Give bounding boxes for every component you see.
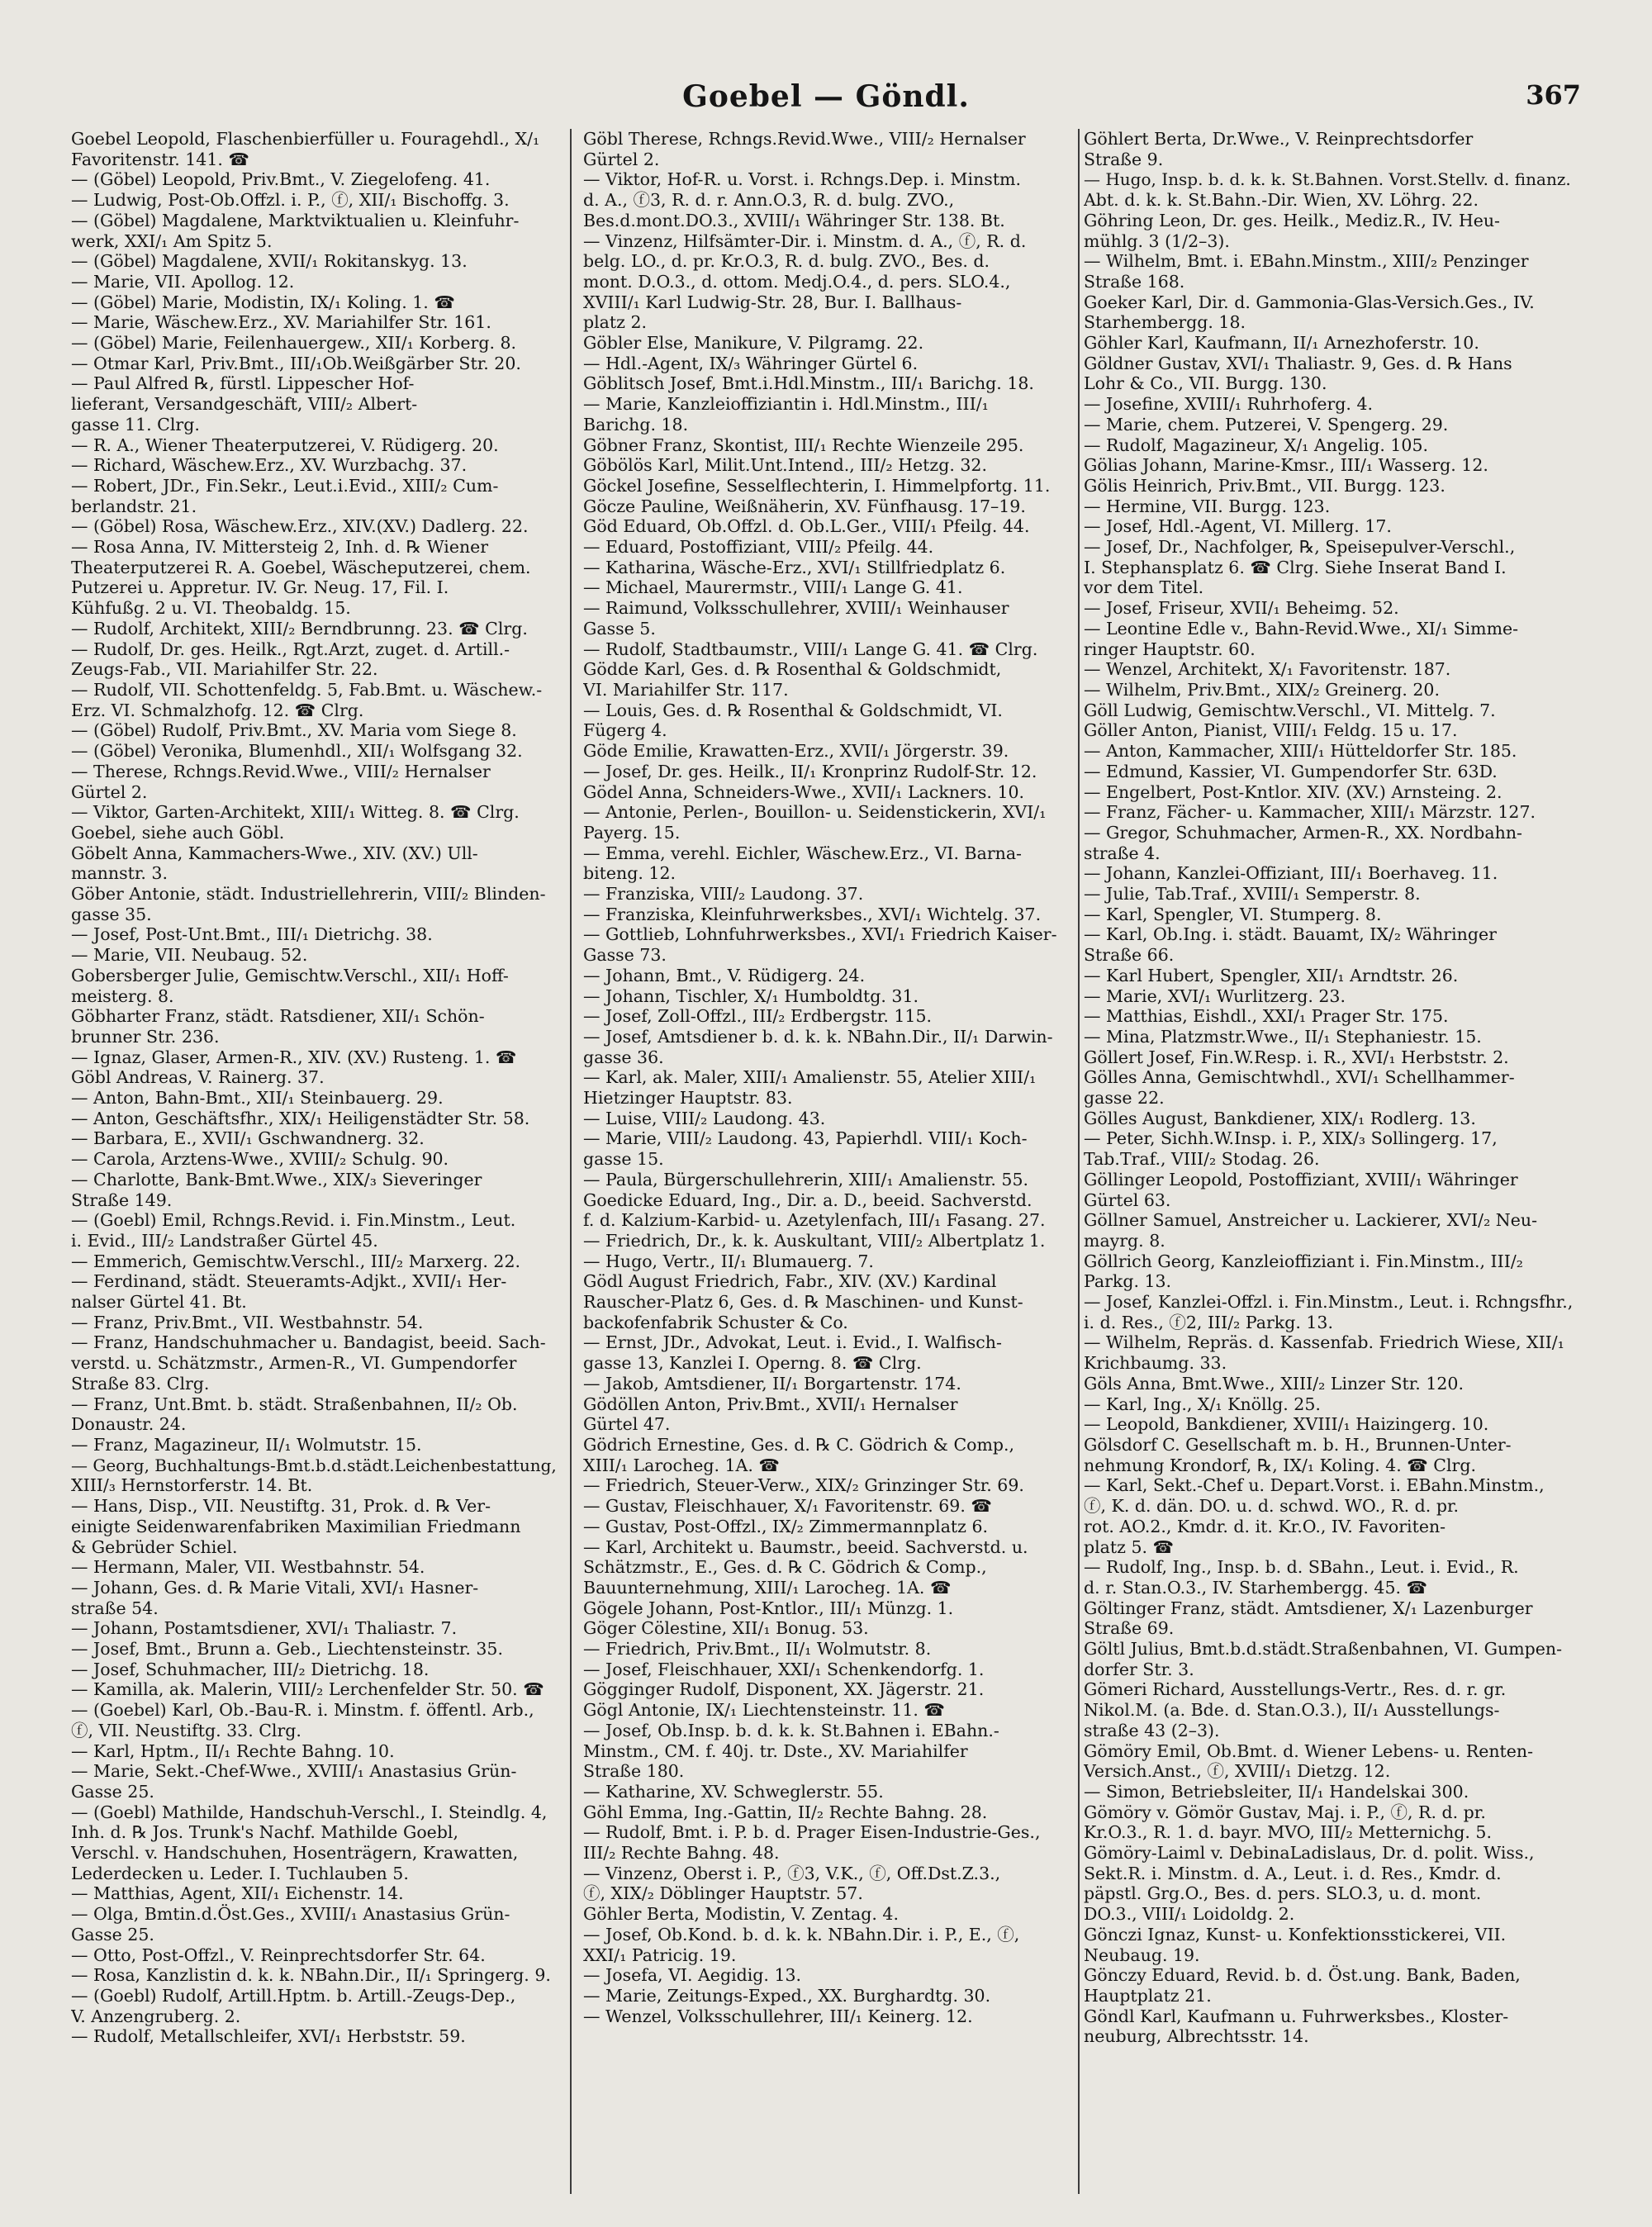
directory-line: gasse 15.: [583, 1149, 664, 1170]
directory-line: — Leopold, Bankdiener, XVIII/₁ Haizingerg. 10.: [1084, 1414, 1489, 1435]
directory-line: — Rudolf, Ing., Insp. b. d. SBahn., Leut. i. Evid., R.: [1084, 1557, 1519, 1578]
directory-line: — Karl, ak. Maler, XIII/₁ Amalienstr. 55, Atelier XIII/₁: [583, 1067, 1037, 1088]
directory-line: — Edmund, Kassier, VI. Gumpendorfer Str. 63D.: [1084, 761, 1498, 781]
directory-line: platz 2.: [583, 312, 648, 333]
directory-line: Göndl Karl, Kaufmann u. Fuhrwerksbes., Kloster-: [1084, 2006, 1509, 2026]
directory-line: — (Göbel) Magdalene, XVII/₁ Rokitanskyg. 13.: [71, 251, 468, 272]
directory-line: XVIII/₁ Karl Ludwig-Str. 28, Bur. I. Ballhaus-: [583, 292, 962, 312]
directory-line: Straße 149.: [71, 1189, 173, 1210]
directory-line: Göckel Josefine, Sesselflechterin, I. Himmelpfortg. 11.: [583, 475, 1051, 496]
directory-line: Bauunternehmung, XIII/₁ Larocheg. 1A. ☎: [583, 1577, 952, 1598]
directory-line: — Rosa Anna, IV. Mittersteig 2, Inh. d. ℞ Wiener: [71, 537, 489, 558]
directory-line: — R. A., Wiener Theaterputzerei, V. Rüdigerg. 20.: [71, 434, 499, 455]
directory-line: mont. D.O.3., d. ottom. Medj.O.4., d. pers. SLO.4.,: [583, 271, 1011, 292]
directory-line: — Franziska, VIII/₂ Laudong. 37.: [583, 884, 864, 905]
directory-line: Gömöry v. Gömör Gustav, Maj. i. P., ⓕ, R. d. pr.: [1084, 1802, 1486, 1822]
directory-line: — Emma, verehl. Eichler, Wäschew.Erz., VI. Barna-: [583, 843, 1022, 863]
directory-line: Göcze Pauline, Weißnäherin, XV. Fünfhausg. 17–19.: [583, 496, 1026, 516]
directory-line: Minstm., CM. f. 40j. tr. Dste., XV. Mariahilfer: [583, 1740, 968, 1761]
directory-line: Nikol.M. (a. Bde. d. Stan.O.3.), II/₁ Ausstellungs-: [1084, 1700, 1500, 1721]
directory-line: — Paula, Bürgerschullehrerin, XIII/₁ Amalienstr. 55.: [583, 1169, 1029, 1189]
directory-line: Göbl Andreas, V. Rainerg. 37.: [71, 1067, 325, 1088]
directory-line: — Gustav, Post-Offzl., IX/₂ Zimmermannplatz 6.: [583, 1516, 989, 1536]
directory-line: — Therese, Rchngs.Revid.Wwe., VIII/₂ Hernalser: [71, 761, 491, 781]
directory-line: Göbner Franz, Skontist, III/₁ Rechte Wienzeile 295.: [583, 434, 1024, 455]
directory-line: Gönczi Ignaz, Kunst- u. Konfektionsstickerei, VII.: [1084, 1924, 1507, 1944]
directory-line: V. Anzengruberg. 2.: [71, 2006, 241, 2026]
directory-line: Göber Antonie, städt. Industriellehrerin, VIII/₂ Blinden-: [71, 884, 546, 905]
directory-line: — Johann, Bmt., V. Rüdigerg. 24.: [583, 965, 866, 985]
directory-line: — Rudolf, VII. Schottenfeldg. 5, Fab.Bmt. u. Wäschew.-: [71, 679, 543, 700]
directory-line: — Josef, Post-Unt.Bmt., III/₁ Dietrichg. 38.: [71, 924, 433, 945]
directory-line: — Franz, Fächer- u. Kammacher, XIII/₁ Märzstr. 127.: [1084, 802, 1536, 823]
directory-line: Göllner Samuel, Anstreicher u. Lackierer, XVI/₂ Neu-: [1084, 1210, 1538, 1231]
directory-line: verstd. u. Schätzmstr., Armen-R., VI. Gumpendorfer: [71, 1353, 517, 1374]
directory-line: Gölles August, Bankdiener, XIX/₁ Rodlerg. 13.: [1084, 1108, 1476, 1128]
directory-line: — (Goebl) Rudolf, Artill.Hptm. b. Artill.-Zeugs-Dep.,: [71, 1985, 516, 2006]
directory-line: Göldner Gustav, XVI/₁ Thaliastr. 9, Ges. d. ℞ Hans: [1084, 353, 1512, 373]
column-left: [71, 129, 558, 2194]
directory-line: Gölles Anna, Gemischtwhdl., XVI/₁ Schellhammer-: [1084, 1067, 1515, 1088]
directory-line: Göllert Josef, Fin.W.Resp. i. R., XVI/₁ Herbststr. 2.: [1084, 1047, 1509, 1067]
directory-line: — Katharine, XV. Schweglerstr. 55.: [583, 1781, 884, 1802]
directory-line: — Josefine, XVIII/₁ Ruhrhoferg. 4.: [1084, 394, 1374, 415]
directory-line: XIII/₁ Larocheg. 1A. ☎: [583, 1455, 780, 1475]
directory-line: Göltl Julius, Bmt.b.d.städt.Straßenbahnen, VI. Gumpen-: [1084, 1639, 1563, 1660]
directory-line: — Josef, Ob.Insp. b. d. k. k. St.Bahnen i. EBahn.-: [583, 1720, 999, 1740]
directory-line: Gürtel 47.: [583, 1414, 671, 1435]
directory-line: brunner Str. 236.: [71, 1026, 220, 1047]
directory-line: Lohr & Co., VII. Burgg. 130.: [1084, 373, 1327, 394]
directory-line: Putzerei u. Appretur. IV. Gr. Neug. 17, Fil. I.: [71, 577, 449, 598]
directory-line: Göhl Emma, Ing.-Gattin, II/₂ Rechte Bahng. 28.: [583, 1802, 988, 1822]
directory-line: Gölis Heinrich, Priv.Bmt., VII. Burgg. 123.: [1084, 475, 1446, 496]
directory-line: — Josef, Amtsdiener b. d. k. k. NBahn.Dir., II/₁ Darwin-: [583, 1026, 1053, 1047]
directory-line: Gödrich Ernestine, Ges. d. ℞ C. Gödrich & Comp.,: [583, 1435, 1015, 1455]
directory-line: — Gustav, Fleischhauer, X/₁ Favoritenstr. 69. ☎: [583, 1496, 992, 1517]
directory-line: Neubaug. 19.: [1084, 1944, 1200, 1965]
directory-line: Göbler Else, Manikure, V. Pilgramg. 22.: [583, 333, 924, 354]
directory-line: — (Goebel) Karl, Ob.-Bau-R. i. Minstm. f. öffentl. Arb.,: [71, 1700, 534, 1721]
directory-line: Fügerg 4.: [583, 720, 667, 741]
directory-line: Gömöry-Laiml v. DebinaLadislaus, Dr. d. polit. Wiss.,: [1084, 1843, 1535, 1864]
directory-line: — Rudolf, Metallschleifer, XVI/₁ Herbststr. 59.: [71, 2026, 466, 2047]
directory-line: — Anton, Kammacher, XIII/₁ Hütteldorfer Str. 185.: [1084, 741, 1517, 762]
directory-line: gasse 35.: [71, 904, 152, 924]
directory-line: — Matthias, Eishdl., XXI/₁ Prager Str. 175.: [1084, 1006, 1449, 1027]
directory-line: — (Göbel) Leopold, Priv.Bmt., V. Ziegelofeng. 41.: [71, 169, 491, 190]
directory-line: Göhler Berta, Modistin, V. Zentag. 4.: [583, 1904, 899, 1925]
directory-line: — Karl, Ob.Ing. i. städt. Bauamt, IX/₂ Währinger: [1084, 924, 1497, 945]
directory-line: Gölias Johann, Marine-Kmsr., III/₁ Wasserg. 12.: [1084, 455, 1488, 476]
directory-line: — Robert, JDr., Fin.Sekr., Leut.i.Evid., XIII/₂ Cum-: [71, 475, 499, 496]
directory-line: — Marie, VII. Neubaug. 52.: [71, 945, 308, 966]
directory-line: Rauscher-Platz 6, Ges. d. ℞ Maschinen- und Kunst-: [583, 1292, 1023, 1313]
directory-line: — (Göbel) Marie, Modistin, IX/₁ Koling. 1. ☎: [71, 292, 455, 312]
directory-line: Barichg. 18.: [583, 414, 689, 434]
directory-line: — Julie, Tab.Traf., XVIII/₁ Semperstr. 8.: [1084, 884, 1421, 905]
directory-line: Straße 180.: [583, 1761, 685, 1782]
directory-line: Göllinger Leopold, Postoffiziant, XVIII/₁ Währinger: [1084, 1169, 1518, 1189]
column-right: [1084, 129, 1579, 2194]
directory-line: — Paul Alfred ℞, fürstl. Lippescher Hof-: [71, 373, 415, 394]
directory-line: ringer Hauptstr. 60.: [1084, 639, 1256, 659]
directory-line: — Vinzenz, Hilfsämter-Dir. i. Minstm. d. A., ⓕ, R. d.: [583, 230, 1027, 251]
directory-line: straße 43 (2–3).: [1084, 1720, 1220, 1740]
directory-line: VI. Mariahilfer Str. 117.: [583, 679, 789, 700]
directory-line: — Gottlieb, Lohnfuhrwerksbes., XVI/₁ Friedrich Kaiser-: [583, 924, 1057, 945]
directory-line: — Marie, Sekt.-Chef-Wwe., XVIII/₁ Anastasius Grün-: [71, 1761, 517, 1782]
directory-line: Goedicke Eduard, Ing., Dir. a. D., beeid. Sachverstd.: [583, 1189, 1032, 1210]
directory-line: Straße 168.: [1084, 271, 1185, 292]
directory-line: — Franz, Priv.Bmt., VII. Westbahnstr. 54.: [71, 1312, 424, 1332]
directory-line: — Friedrich, Priv.Bmt., II/₁ Wolmutstr. 8.: [583, 1639, 932, 1660]
directory-line: Göll Ludwig, Gemischtw.Verschl., VI. Mittelg. 7.: [1084, 700, 1496, 720]
directory-line: Abt. d. k. k. St.Bahn.-Dir. Wien, XV. Löhrg. 22.: [1084, 190, 1479, 211]
directory-line: ⓕ, XIX/₂ Döblinger Hauptstr. 57.: [583, 1883, 863, 1904]
directory-line: — Rudolf, Bmt. i. P. b. d. Prager Eisen-Industrie-Ges.,: [583, 1822, 1041, 1843]
directory-line: — Richard, Wäschew.Erz., XV. Wurzbachg. 37.: [71, 455, 468, 476]
directory-line: — (Göbel) Marie, Feilenhauergew., XII/₁ Korberg. 8.: [71, 333, 517, 354]
directory-line: — Georg, Buchhaltungs-Bmt.b.d.städt.Leichenbestattung,: [71, 1455, 557, 1475]
directory-line: I. Stephansplatz 6. ☎ Clrg. Siehe Inserat Band I.: [1084, 557, 1507, 577]
directory-line: Straße 83. Clrg.: [71, 1373, 210, 1394]
directory-line: — Ernst, JDr., Advokat, Leut. i. Evid., I. Walfisch-: [583, 1332, 1002, 1353]
directory-line: Straße 9.: [1084, 149, 1164, 169]
directory-line: Göhring Leon, Dr. ges. Heilk., Mediz.R., IV. Heu-: [1084, 210, 1500, 230]
directory-line: — Marie, VIII/₂ Laudong. 43, Papierhdl. VIII/₁ Koch-: [583, 1128, 1028, 1149]
directory-line: einigte Seidenwarenfabriken Maximilian Friedmann: [71, 1516, 521, 1536]
directory-line: — Marie, Kanzleioffiziantin i. Hdl.Minstm., III/₁: [583, 394, 989, 415]
directory-line: mayrg. 8.: [1084, 1230, 1165, 1251]
directory-line: Göllrich Georg, Kanzleioffiziant i. Fin.Minstm., III/₂: [1084, 1251, 1523, 1271]
directory-line: — Josef, Fleischhauer, XXI/₁ Schenkendorfg. 1.: [583, 1659, 985, 1679]
directory-line: Gasse 5.: [583, 618, 656, 639]
directory-line: Kühfußg. 2 u. VI. Theobaldg. 15.: [71, 598, 351, 619]
directory-line: platz 5. ☎: [1084, 1536, 1175, 1557]
directory-line: Goeker Karl, Dir. d. Gammonia-Glas-Versich.Ges., IV.: [1084, 292, 1535, 312]
directory-line: belg. LO., d. pr. Kr.O.3, R. d. bulg. ZVO., Bes. d.: [583, 251, 990, 272]
directory-line: Gönczy Eduard, Revid. b. d. Öst.ung. Bank, Baden,: [1084, 1965, 1521, 1986]
directory-line: — Hdl.-Agent, IX/₃ Währinger Gürtel 6.: [583, 353, 919, 373]
directory-line: — Leontine Edle v., Bahn-Revid.Wwe., XI/₁ Simme-: [1084, 618, 1519, 639]
directory-line: — Gregor, Schuhmacher, Armen-R., XX. Nordbahn-: [1084, 822, 1522, 843]
column-middle: [583, 129, 1072, 2194]
directory-line: — Rosa, Kanzlistin d. k. k. NBahn.Dir., II/₁ Springerg. 9.: [71, 1965, 551, 1986]
directory-line: nalser Gürtel 41. Bt.: [71, 1292, 247, 1313]
directory-line: Goebel Leopold, Flaschenbierfüller u. Fouragehdl., X/₁: [71, 129, 540, 149]
directory-line: Göger Cölestine, XII/₁ Bonug. 53.: [583, 1618, 869, 1639]
directory-line: Göls Anna, Bmt.Wwe., XIII/₂ Linzer Str. 120.: [1084, 1373, 1464, 1394]
directory-line: Theaterputzerei R. A. Goebel, Wäscheputzerei, chem.: [71, 557, 531, 577]
directory-line: — Franz, Unt.Bmt. b. städt. Straßenbahnen, II/₂ Ob.: [71, 1394, 518, 1414]
directory-line: — Hugo, Vertr., II/₁ Blumauerg. 7.: [583, 1251, 874, 1271]
directory-line: — (Göbel) Rosa, Wäschew.Erz., XIV.(XV.) Dadlerg. 22.: [71, 516, 529, 537]
directory-line: — Friedrich, Steuer-Verw., XIX/₂ Grinzinger Str. 69.: [583, 1475, 1024, 1496]
directory-line: Göhler Karl, Kaufmann, II/₁ Arnezhoferstr. 10.: [1084, 333, 1479, 354]
directory-line: — Kamilla, ak. Malerin, VIII/₂ Lerchenfelder Str. 50. ☎: [71, 1679, 544, 1700]
directory-line: — Otto, Post-Offzl., V. Reinprechtsdorfer Str. 64.: [71, 1944, 486, 1965]
directory-line: — Vinzenz, Oberst i. P., ⓕ3, V.K., ⓕ, Off.Dst.Z.3.,: [583, 1863, 1001, 1883]
directory-line: Gölsdorf C. Gesellschaft m. b. H., Brunnen-Unter-: [1084, 1435, 1512, 1455]
directory-line: — Rudolf, Dr. ges. Heilk., Rgt.Arzt, zuget. d. Artill.-: [71, 639, 510, 659]
directory-line: Tab.Traf., VIII/₂ Stodag. 26.: [1084, 1149, 1320, 1170]
directory-line: Göde Emilie, Krawatten-Erz., XVII/₁ Jörgerstr. 39.: [583, 741, 1009, 762]
directory-line: — Johann, Ges. d. ℞ Marie Vitali, XVI/₁ Hasner-: [71, 1577, 479, 1598]
directory-line: Erz. VI. Schmalzhofg. 12. ☎ Clrg.: [71, 700, 364, 720]
column-divider: [1078, 129, 1080, 2194]
directory-line: ⓕ, VII. Neustiftg. 33. Clrg.: [71, 1720, 301, 1740]
directory-line: — Franziska, Kleinfuhrwerksbes., XVI/₁ Wichtelg. 37.: [583, 904, 1042, 924]
directory-line: Gürtel 2.: [71, 781, 148, 802]
directory-line: f. d. Kalzium-Karbid- u. Azetylenfach, III/₁ Fasang. 27.: [583, 1210, 1046, 1231]
directory-line: rot. AO.2., Kmdr. d. it. Kr.O., IV. Favoriten-: [1084, 1516, 1446, 1536]
directory-line: straße 4.: [1084, 843, 1161, 863]
directory-line: Krichbaumg. 33.: [1084, 1353, 1227, 1374]
directory-line: — Katharina, Wäsche-Erz., XVI/₁ Stillfriedplatz 6.: [583, 557, 1006, 577]
directory-line: Göhlert Berta, Dr.Wwe., V. Reinprechtsdorfer: [1084, 129, 1474, 149]
directory-line: Gasse 25.: [71, 1781, 154, 1802]
directory-line: Donaustr. 24.: [71, 1414, 187, 1435]
directory-line: Göbelt Anna, Kammachers-Wwe., XIV. (XV.) Ull-: [71, 843, 478, 863]
directory-line: — Franz, Magazineur, II/₁ Wolmutstr. 15.: [71, 1435, 422, 1455]
directory-line: Göd Eduard, Ob.Offzl. d. Ob.L.Ger., VIII/₁ Pfeilg. 44.: [583, 516, 1030, 537]
directory-line: — Josef, Ob.Kond. b. d. k. k. NBahn.Dir. i. P., E., ⓕ,: [583, 1924, 1020, 1944]
directory-line: — Josef, Dr., Nachfolger, ℞, Speisepulver-Verschl.,: [1084, 537, 1516, 558]
directory-line: dorfer Str. 3.: [1084, 1659, 1194, 1679]
directory-line: gasse 22.: [1084, 1088, 1165, 1109]
directory-line: — Karl, Ing., X/₁ Knöllg. 25.: [1084, 1394, 1321, 1414]
directory-line: i. Evid., III/₂ Landstraßer Gürtel 45.: [71, 1230, 378, 1251]
directory-line: Gödl August Friedrich, Fabr., XIV. (XV.) Kardinal: [583, 1271, 997, 1292]
directory-line: Gödöllen Anton, Priv.Bmt., XVII/₁ Hernalser: [583, 1394, 958, 1414]
directory-line: — Josef, Dr. ges. Heilk., II/₁ Kronprinz Rudolf-Str. 12.: [583, 761, 1037, 781]
directory-line: — Johann, Kanzlei-Offiziant, III/₁ Boerhaveg. 11.: [1084, 863, 1498, 884]
directory-line: Zeugs-Fab., VII. Mariahilfer Str. 22.: [71, 659, 378, 680]
directory-line: Gögl Antonie, IX/₁ Liechtensteinstr. 11. ☎: [583, 1700, 945, 1721]
directory-line: XIII/₃ Hernstorferstr. 14. Bt.: [71, 1475, 313, 1496]
directory-line: Gobersberger Julie, Gemischtw.Verschl., XII/₁ Hoff-: [71, 965, 509, 985]
directory-line: — Louis, Ges. d. ℞ Rosenthal & Goldschmidt, VI.: [583, 700, 1003, 720]
directory-line: mühlg. 3 (1/2–3).: [1084, 230, 1230, 251]
directory-line: — Marie, XVI/₁ Wurlitzerg. 23.: [1084, 985, 1346, 1006]
directory-line: Payerg. 15.: [583, 822, 681, 843]
directory-line: Gürtel 2.: [583, 149, 660, 169]
directory-line: — Emmerich, Gemischtw.Verschl., III/₂ Marxerg. 22.: [71, 1251, 521, 1271]
directory-line: Straße 66.: [1084, 945, 1175, 966]
directory-line: — Josef, Hdl.-Agent, VI. Millerg. 17.: [1084, 516, 1392, 537]
directory-line: — Mina, Platzmstr.Wwe., II/₁ Stephaniestr. 15.: [1084, 1026, 1482, 1047]
directory-line: III/₂ Rechte Bahng. 48.: [583, 1843, 780, 1864]
directory-line: lieferant, Versandgeschäft, VIII/₂ Albert-: [71, 394, 418, 415]
directory-line: Hauptplatz 21.: [1084, 1985, 1212, 2006]
directory-line: Sekt.R. i. Minstm. d. A., Leut. i. d. Res., Kmdr. d.: [1084, 1863, 1502, 1883]
directory-line: — Matthias, Agent, XII/₁ Eichenstr. 14.: [71, 1883, 404, 1904]
directory-line: Göller Anton, Pianist, VIII/₁ Feldg. 15 u. 17.: [1084, 720, 1458, 741]
directory-line: — Jakob, Amtsdiener, II/₁ Borgartenstr. 174.: [583, 1373, 961, 1394]
directory-line: — Friedrich, Dr., k. k. Auskultant, VIII/₂ Albertplatz 1.: [583, 1230, 1046, 1251]
directory-line: Kr.O.3., R. 1. d. bayr. MVO, III/₂ Metternichg. 5.: [1084, 1822, 1492, 1843]
directory-line: — Karl Hubert, Spengler, XII/₁ Arndtstr. 26.: [1084, 965, 1459, 985]
directory-line: — Hans, Disp., VII. Neustiftg. 31, Prok. d. ℞ Ver-: [71, 1496, 491, 1517]
directory-line: — (Göbel) Rudolf, Priv.Bmt., XV. Maria vom Siege 8.: [71, 720, 517, 741]
directory-line: Inh. d. ℞ Jos. Trunk's Nachf. Mathilde Goebl,: [71, 1822, 458, 1843]
directory-line: Göbölös Karl, Milit.Unt.Intend., III/₂ Hetzg. 32.: [583, 455, 987, 476]
directory-line: d. r. Stan.O.3., IV. Starhembergg. 45. ☎: [1084, 1577, 1428, 1598]
directory-line: — Wenzel, Architekt, X/₁ Favoritenstr. 187.: [1084, 659, 1451, 680]
page-number: 367: [1526, 79, 1581, 111]
directory-line: — Raimund, Volksschullehrer, XVIII/₁ Weinhauser: [583, 598, 1009, 619]
directory-line: — Hugo, Insp. b. d. k. k. St.Bahnen. Vorst.Stellv. d. finanz.: [1084, 169, 1571, 190]
directory-line: — Franz, Handschuhmacher u. Bandagist, beeid. Sach-: [71, 1332, 546, 1353]
column-divider: [570, 129, 572, 2194]
directory-line: Göltinger Franz, städt. Amtsdiener, X/₁ Lazenburger: [1084, 1598, 1533, 1618]
directory-line: — Josef, Friseur, XVII/₁ Beheimg. 52.: [1084, 598, 1399, 619]
directory-line: i. d. Res., ⓕ2, III/₂ Parkg. 13.: [1084, 1312, 1333, 1332]
directory-line: — Barbara, E., XVII/₁ Gschwandnerg. 32.: [71, 1128, 425, 1149]
directory-line: — Josefa, VI. Aegidig. 13.: [583, 1965, 802, 1986]
directory-line: nehmung Krondorf, ℞, IX/₁ Koling. 4. ☎ Clrg.: [1084, 1455, 1476, 1475]
directory-line: XXI/₁ Patricig. 19.: [583, 1944, 737, 1965]
directory-line: werk, XXI/₁ Am Spitz 5.: [71, 230, 273, 251]
directory-line: — Hermann, Maler, VII. Westbahnstr. 54.: [71, 1557, 425, 1578]
directory-line: biteng. 12.: [583, 863, 676, 884]
directory-line: — Karl, Architekt u. Baumstr., beeid. Sachverstd. u.: [583, 1536, 1028, 1557]
directory-line: — Josef, Zoll-Offzl., III/₂ Erdbergstr. 115.: [583, 1006, 933, 1027]
directory-line: — Wilhelm, Bmt. i. EBahn.Minstm., XIII/₂ Penzinger: [1084, 251, 1529, 272]
directory-line: — Hermine, VII. Burgg. 123.: [1084, 496, 1331, 516]
running-head: Goebel — Göndl.: [682, 79, 970, 114]
directory-line: — Karl, Sekt.-Chef u. Depart.Vorst. i. EBahn.Minstm.,: [1084, 1475, 1545, 1496]
directory-line: — Josef, Schuhmacher, III/₂ Dietrichg. 18.: [71, 1659, 430, 1679]
directory-line: — Simon, Betriebsleiter, II/₁ Handelskai 300.: [1084, 1781, 1469, 1802]
directory-line: neuburg, Albrechtsstr. 14.: [1084, 2026, 1309, 2047]
directory-line: — Ignaz, Glaser, Armen-R., XIV. (XV.) Rusteng. 1. ☎: [71, 1047, 517, 1067]
directory-line: — Marie, chem. Putzerei, V. Spengerg. 29.: [1084, 414, 1449, 434]
directory-line: — Viktor, Hof-R. u. Vorst. i. Rchngs.Dep. i. Minstm.: [583, 169, 1022, 190]
directory-line: — Engelbert, Post-Kntlor. XIV. (XV.) Arnsteing. 2.: [1084, 781, 1502, 802]
directory-line: — (Göbel) Magdalene, Marktviktualien u. Kleinfuhr-: [71, 210, 520, 230]
directory-line: ⓕ, K. d. dän. DO. u. d. schwd. WO., R. d. pr.: [1084, 1496, 1460, 1517]
directory-line: — Ludwig, Post-Ob.Offzl. i. P., ⓕ, XII/₁ Bischoffg. 3.: [71, 190, 510, 211]
directory-line: Goebel, siehe auch Göbl.: [71, 822, 285, 843]
directory-line: Göbl Therese, Rchngs.Revid.Wwe., VIII/₂ Hernalser: [583, 129, 1026, 149]
directory-line: Gasse 25.: [71, 1924, 154, 1944]
directory-line: Göblitsch Josef, Bmt.i.Hdl.Minstm., III/₁ Barichg. 18.: [583, 373, 1034, 394]
directory-line: Bes.d.mont.DO.3., XVIII/₁ Währinger Str. 138. Bt.: [583, 210, 1005, 230]
directory-line: — Marie, Zeitungs-Exped., XX. Burghardtg. 30.: [583, 1985, 991, 2006]
directory-line: — Anton, Geschäftsfhr., XIX/₁ Heiligenstädter Str. 58.: [71, 1108, 530, 1128]
directory-line: gasse 13, Kanzlei I. Operng. 8. ☎ Clrg.: [583, 1353, 922, 1374]
directory-line: — Anton, Bahn-Bmt., XII/₁ Steinbauerg. 29.: [71, 1088, 444, 1109]
directory-line: Göbharter Franz, städt. Ratsdiener, XII/₁ Schön-: [71, 1006, 485, 1027]
directory-line: Gömöry Emil, Ob.Bmt. d. Wiener Lebens- u. Renten-: [1084, 1740, 1534, 1761]
directory-line: Gömeri Richard, Ausstellungs-Vertr., Res. d. r. gr.: [1084, 1679, 1507, 1700]
directory-line: — Carola, Arztens-Wwe., XVIII/₂ Schulg. 90.: [71, 1149, 449, 1170]
directory-line: Gögele Johann, Post-Kntlor., III/₁ Münzg. 1.: [583, 1598, 954, 1618]
directory-line: vor dem Titel.: [1084, 577, 1204, 598]
directory-line: — Rudolf, Stadtbaumstr., VIII/₁ Lange G. 41. ☎ Clrg.: [583, 639, 1038, 659]
directory-line: — Josef, Bmt., Brunn a. Geb., Liechtensteinstr. 35.: [71, 1639, 503, 1660]
directory-line: — Karl, Hptm., II/₁ Rechte Bahng. 10.: [71, 1740, 395, 1761]
directory-line: straße 54.: [71, 1598, 159, 1618]
directory-line: — Eduard, Postoffiziant, VIII/₂ Pfeilg. 44.: [583, 537, 934, 558]
directory-line: & Gebrüder Schiel.: [71, 1536, 238, 1557]
directory-line: Straße 69.: [1084, 1618, 1175, 1639]
directory-line: — Wilhelm, Repräs. d. Kassenfab. Friedrich Wiese, XII/₁: [1084, 1332, 1564, 1353]
directory-line: — (Göbel) Veronika, Blumenhdl., XII/₁ Wolfsgang 32.: [71, 741, 523, 762]
directory-line: — Charlotte, Bank-Bmt.Wwe., XIX/₃ Sieveringer: [71, 1169, 482, 1189]
directory-line: berlandstr. 21.: [71, 496, 197, 516]
directory-line: Hietzinger Hauptstr. 83.: [583, 1088, 793, 1109]
directory-line: gasse 36.: [583, 1047, 664, 1067]
directory-line: mannstr. 3.: [71, 863, 168, 884]
directory-line: Gödde Karl, Ges. d. ℞ Rosenthal & Goldschmidt,: [583, 659, 1002, 680]
directory-line: Verschl. v. Handschuhen, Hosenträgern, Krawatten,: [71, 1843, 519, 1864]
directory-line: — Ferdinand, städt. Steueramts-Adjkt., XVII/₁ Her-: [71, 1271, 507, 1292]
directory-line: meisterg. 8.: [71, 985, 174, 1006]
directory-line: Gasse 73.: [583, 945, 667, 966]
directory-line: — Johann, Postamtsdiener, XVI/₁ Thaliastr. 7.: [71, 1618, 458, 1639]
directory-line: DO.3., VIII/₁ Loidoldg. 2.: [1084, 1904, 1295, 1925]
directory-line: — Karl, Spengler, VI. Stumperg. 8.: [1084, 904, 1382, 924]
directory-line: päpstl. Grg.O., Bes. d. pers. SLO.3, u. d. mont.: [1084, 1883, 1482, 1904]
directory-line: — Peter, Sichh.W.Insp. i. P., XIX/₃ Sollingerg. 17,: [1084, 1128, 1498, 1149]
directory-line: — Rudolf, Magazineur, X/₁ Angelig. 105.: [1084, 434, 1429, 455]
directory-line: — Marie, Wäschew.Erz., XV. Mariahilfer Str. 161.: [71, 312, 491, 333]
directory-line: Favoritenstr. 141. ☎: [71, 149, 249, 169]
directory-line: — Josef, Kanzlei-Offzl. i. Fin.Minstm., Leut. i. Rchngsfhr.,: [1084, 1292, 1574, 1313]
directory-line: Schätzmstr., E., Ges. d. ℞ C. Gödrich & Comp.,: [583, 1557, 987, 1578]
directory-line: Parkg. 13.: [1084, 1271, 1172, 1292]
directory-line: Gürtel 63.: [1084, 1189, 1171, 1210]
directory-line: Versich.Anst., ⓕ, XVIII/₁ Dietzg. 12.: [1084, 1761, 1391, 1782]
directory-line: — Marie, VII. Apollog. 12.: [71, 271, 295, 292]
directory-line: — Michael, Maurermstr., VIII/₁ Lange G. 41.: [583, 577, 963, 598]
directory-line: — Wilhelm, Priv.Bmt., XIX/₂ Greinerg. 20.: [1084, 679, 1440, 700]
directory-line: backofenfabrik Schuster & Co.: [583, 1312, 848, 1332]
directory-line: Gögginger Rudolf, Disponent, XX. Jägerstr. 21.: [583, 1679, 985, 1700]
directory-line: Starhembergg. 18.: [1084, 312, 1246, 333]
directory-line: gasse 11. Clrg.: [71, 414, 200, 434]
directory-line: Lederdecken u. Leder. I. Tuchlauben 5.: [71, 1863, 409, 1883]
directory-line: — (Goebl) Mathilde, Handschuh-Verschl., I. Steindlg. 4,: [71, 1802, 548, 1822]
directory-line: Gödel Anna, Schneiders-Wwe., XVII/₁ Lackners. 10.: [583, 781, 1025, 802]
directory-line: — Luise, VIII/₂ Laudong. 43.: [583, 1108, 826, 1128]
directory-line: — Wenzel, Volksschullehrer, III/₁ Keinerg. 12.: [583, 2006, 973, 2026]
directory-line: d. A., ⓕ3, R. d. r. Ann.O.3, R. d. bulg. ZVO.,: [583, 190, 955, 211]
directory-line: — Viktor, Garten-Architekt, XIII/₁ Witteg. 8. ☎ Clrg.: [71, 802, 520, 823]
directory-line: — Johann, Tischler, X/₁ Humboldtg. 31.: [583, 985, 919, 1006]
directory-line: — Rudolf, Architekt, XIII/₂ Berndbrunng. 23. ☎ Clrg.: [71, 618, 528, 639]
directory-line: — Antonie, Perlen-, Bouillon- u. Seidenstickerin, XVI/₁: [583, 802, 1047, 823]
directory-line: — Otmar Karl, Priv.Bmt., III/₁Ob.Weißgärber Str. 20.: [71, 353, 521, 373]
directory-line: — (Goebl) Emil, Rchngs.Revid. i. Fin.Minstm., Leut.: [71, 1210, 516, 1231]
directory-line: — Olga, Bmtin.d.Öst.Ges., XVIII/₁ Anastasius Grün-: [71, 1904, 510, 1925]
